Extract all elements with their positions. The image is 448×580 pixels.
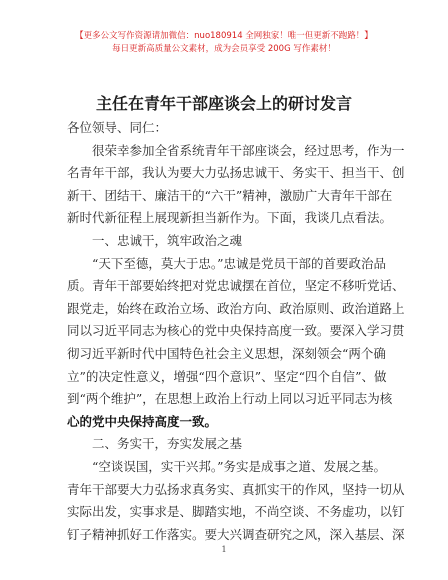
promo-banner-line-1: 【更多公文写作资源请加微信：nuo180914 全网独家！唯一但更新不跑路！】 <box>75 31 373 41</box>
paragraph-line: 名青年干部，我认为要大力弘扬忠诚干、务实干、担当干、创 <box>67 165 405 181</box>
document-title: 主任在青年干部座谈会上的研讨发言 <box>95 94 352 113</box>
section-heading-2: 二、务实干，夯实发展之基 <box>92 436 243 452</box>
paragraph-line: “天下至德，莫大于忠。”忠诚是党员干部的首要政治品 <box>92 255 387 271</box>
promo-banner-line-2: 每日更新高质量公文素材，成为会员享受 200G 写作素材！ <box>112 44 336 54</box>
paragraph-line: 立”的决定性意义，增强“四个意识”、坚定“四个自信”、做 <box>67 368 387 384</box>
salutation: 各位领导、同仁： <box>67 120 168 135</box>
paragraph-line: 钉子精神抓好工作落实。要大兴调查研究之风，深入基层、深 <box>67 526 405 542</box>
paragraph-line-bold: 心的党中央保持高度一致。 <box>67 413 218 429</box>
paragraph-line: 很荣幸参加全省系统青年干部座谈会，经过思考，作为一 <box>92 142 405 158</box>
paragraph-line: 跟党走，始终在政治立场、政治方向、政治原则、政治道路上 <box>67 300 405 316</box>
paragraph-line: 到“两个维护”，在思想上政治上行动上同以习近平同志为核 <box>67 391 393 407</box>
document-body <box>67 117 405 546</box>
paragraph-line: “空谈误国，实干兴邦。”务实是成事之道、发展之基。 <box>92 458 387 474</box>
page-number: 1 <box>221 545 227 554</box>
paragraph-line: 新干、团结干、廉洁干的“六干”精神，激励广大青年干部在 <box>67 187 393 203</box>
paragraph-line: 质。青年干部要始终把对党忠诚摆在首位，坚定不移听党话、 <box>67 278 405 294</box>
paragraph-line: 新时代新征程上展现新担当新作为。下面，我谈几点看法。 <box>67 210 393 226</box>
paragraph-line: 青年干部要大力弘扬求真务实、真抓实干的作风，坚持一切从 <box>67 481 405 497</box>
paragraph-line: 实际出发，实事求是、脚踏实地，不尚空谈、不务虚功，以钉 <box>67 504 405 520</box>
paragraph-line: 同以习近平同志为核心的党中央保持高度一致。要深入学习贯 <box>67 323 405 339</box>
paragraph-line: 彻习近平新时代中国特色社会主义思想，深刻领会“两个确 <box>67 345 386 361</box>
section-heading-1: 一、忠诚干，筑牢政治之魂 <box>92 232 243 248</box>
